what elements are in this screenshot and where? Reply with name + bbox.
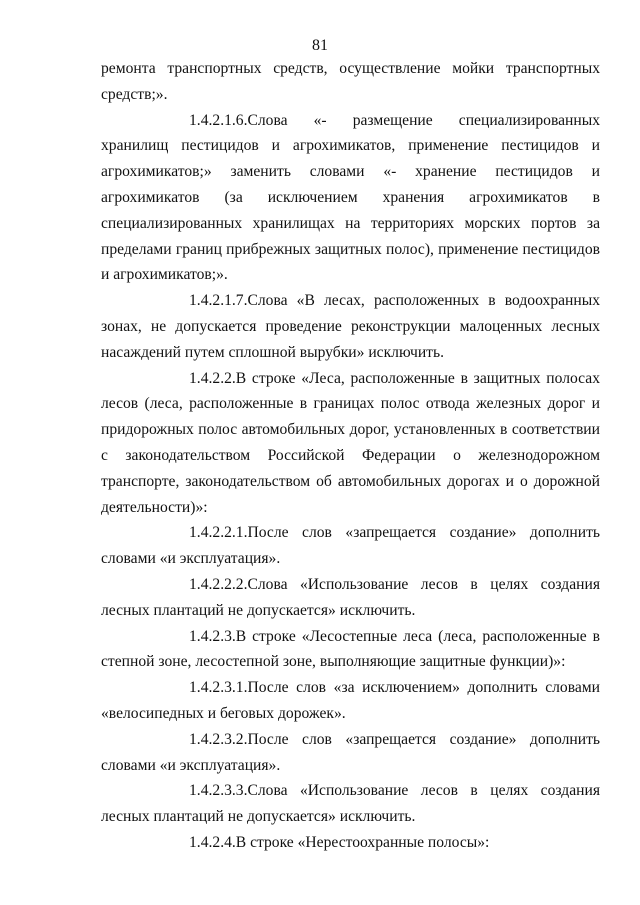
paragraph-text: Слова «Использование лесов в целях создания лесных плантаций не допускается» исключить. <box>101 782 600 826</box>
paragraph <box>101 572 600 624</box>
paragraph-text: Слова «В лесах, расположенных в водоохранных зонах, не допускается проведение реконструкции малоценных лесных насаждений путем сплошной вырубки» исключить. <box>101 292 600 361</box>
paragraph <box>101 624 600 676</box>
paragraph <box>101 56 600 108</box>
paragraph <box>101 288 600 365</box>
paragraph <box>101 108 600 289</box>
paragraph-text: В строке «Леса, расположенные в защитных полосах лесов (леса, расположенные в границах полос отвода железных дорог и придорожных полос автомобильных дорог, установленных в соответствии с законодательством Российской Федерации о железнодорожном транспорте, законодательством об автомобильных дорогах и о дорожной деятельности)»: <box>101 369 600 516</box>
paragraph-text: Слова «- размещение специализированных хранилищ пестицидов и агрохимикатов, применение пестицидов и агрохимикатов;» заменить словами «- хранение пестицидов и агрохимикатов (за исключением хранения агрохимикатов в специализированных хранилищах на территориях морских портов за пределами границ прибрежных защитных полос), применение пестицидов и агрохимикатов;». <box>101 111 600 284</box>
paragraph-number: 1.4.2.2.2. <box>189 575 248 593</box>
paragraph-number: 1.4.2.3.2. <box>189 730 248 748</box>
paragraph-text: В строке «Лесостепные леса (леса, расположенные в степной зоне, лесостепной зоне, выполняющие защитные функции)»: <box>101 627 600 671</box>
paragraph-number: 1.4.2.4. <box>189 833 236 851</box>
paragraph-number: 1.4.2.2. <box>189 369 236 387</box>
document-body <box>101 56 600 856</box>
paragraph-number: 1.4.2.1.7. <box>189 292 248 310</box>
paragraph <box>101 366 600 521</box>
paragraph-number: 1.4.2.3.3. <box>189 782 248 800</box>
paragraph-number: 1.4.2.2.1. <box>189 524 248 542</box>
paragraph <box>101 778 600 830</box>
page-number: 81 <box>312 37 328 54</box>
paragraph <box>101 520 600 572</box>
paragraph-text: После слов «за исключением» дополнить словами «велосипедных и беговых дорожек». <box>101 679 600 722</box>
paragraph <box>101 830 600 856</box>
paragraph-number: 1.4.2.3. <box>189 627 236 645</box>
paragraph-number: 1.4.2.1.6. <box>189 111 248 129</box>
paragraph-text: В строке «Нерестоохранные полосы»: <box>235 833 490 851</box>
paragraph-text: После слов «запрещается создание» дополнить словами «и эксплуатация». <box>101 524 600 568</box>
paragraph-text: После слов «запрещается создание» дополнить словами «и эксплуатация». <box>101 730 600 774</box>
paragraph-text: Слова «Использование лесов в целях создания лесных плантаций не допускается» исключить. <box>101 575 600 619</box>
paragraph <box>101 675 600 727</box>
paragraph <box>101 727 600 779</box>
paragraph-number: 1.4.2.3.1. <box>189 679 248 697</box>
paragraph-text: ремонта транспортных средств, осуществление мойки транспортных средств;». <box>101 60 600 103</box>
